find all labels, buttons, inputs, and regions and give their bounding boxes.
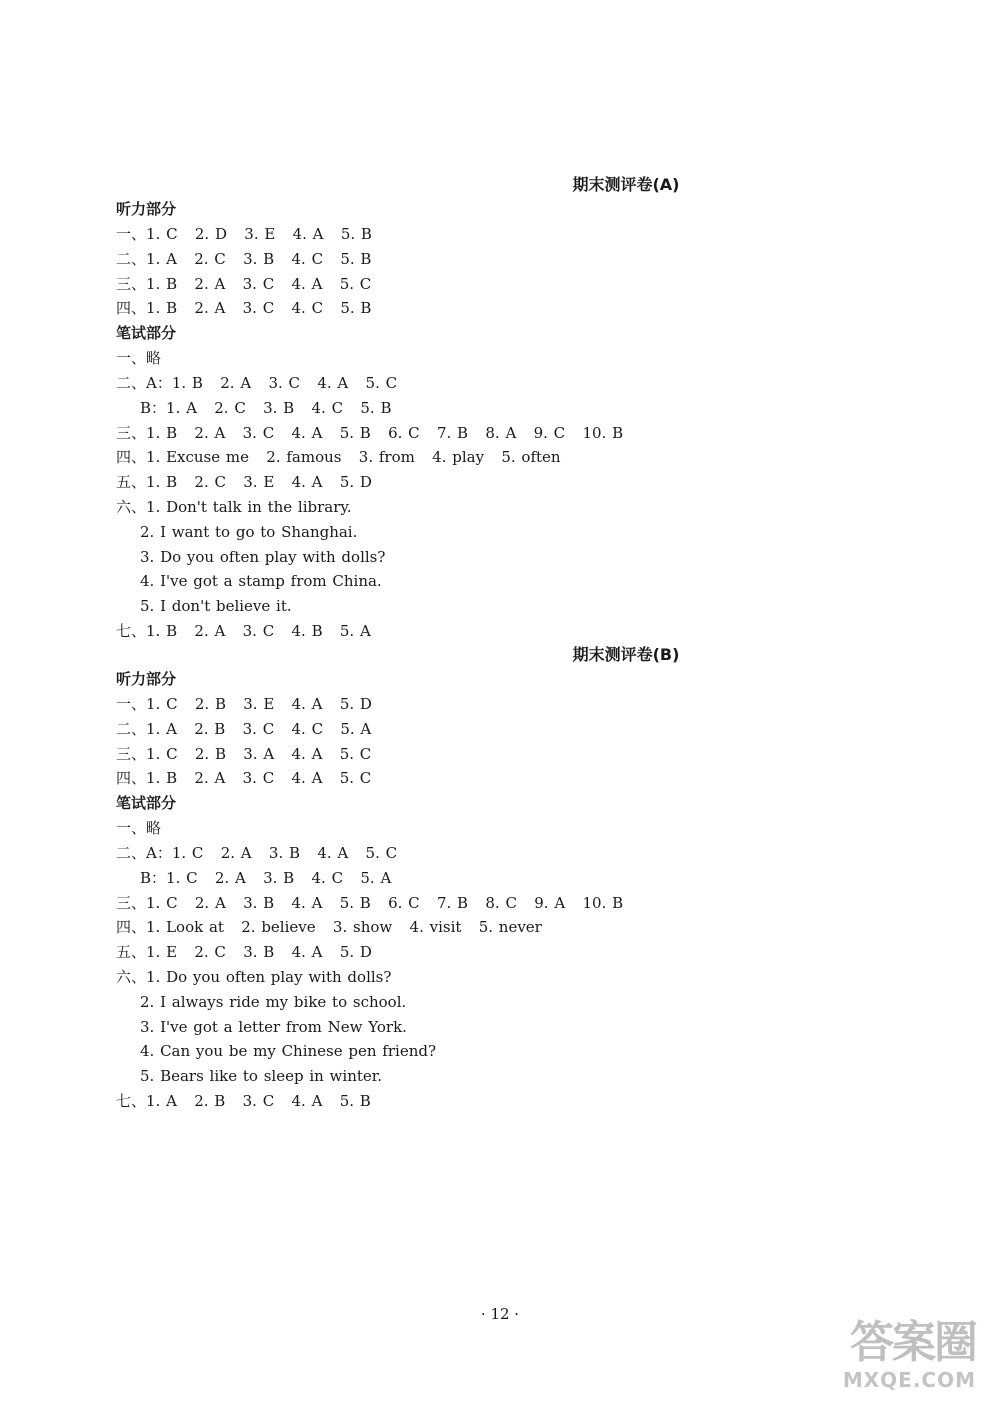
answer-line: 四、1. B 2. A 3. C 4. A 5. C (116, 769, 372, 788)
answer-line: 一、1. C 2. B 3. E 4. A 5. D (116, 695, 372, 713)
answer-line: 一、1. C 2. D 3. E 4. A 5. B (116, 225, 372, 243)
answer-line: 3. Do you often play with dolls? (140, 547, 386, 566)
writing-answers (116, 816, 896, 1114)
answer-line: 五、1. B 2. C 3. E 4. A 5. D (116, 473, 372, 492)
answer-line: 七、1. B 2. A 3. C 4. B 5. A (116, 621, 371, 640)
answer-line: 2. I always ride my bike to school. (140, 992, 407, 1011)
watermark-text: 答案圈 (850, 1317, 976, 1368)
answer-line: 三、1. C 2. A 3. B 4. A 5. B 6. C 7. B 8. C 9. A 10. B (116, 893, 624, 912)
section-b (116, 642, 896, 1114)
answer-line: 一、略 (116, 349, 162, 368)
answer-line: 六、1. Don't talk in the library. (116, 497, 352, 516)
listening-answers (116, 692, 896, 791)
answer-line: 六、1. Do you often play with dolls? (116, 967, 392, 986)
answer-line: 四、1. Look at 2. believe 3. show 4. visit 5. never (116, 918, 542, 937)
answer-line: 2. I want to go to Shanghai. (140, 522, 358, 541)
section-a-title: 期末测评卷(A) (572, 175, 680, 194)
writing-answers (116, 346, 896, 644)
answer-line: 七、1. A 2. B 3. C 4. A 5. B (116, 1091, 371, 1110)
section-a (116, 172, 896, 644)
answer-line: 四、1. B 2. A 3. C 4. C 5. B (116, 299, 372, 318)
answer-line: 三、1. C 2. B 3. A 4. A 5. C (116, 744, 372, 763)
answer-line: 5. I don't believe it. (140, 597, 292, 616)
answer-line: 3. I've got a letter from New York. (140, 1017, 407, 1036)
answer-line: 二、1. A 2. B 3. C 4. C 5. A (116, 719, 372, 738)
watermark-logo (776, 1318, 976, 1408)
listening-heading: 听力部分 (116, 200, 177, 218)
answer-line: 二、A：1. C 2. A 3. B 4. A 5. C (116, 843, 398, 862)
answer-line: 五、1. E 2. C 3. B 4. A 5. D (116, 943, 372, 962)
section-b-title: 期末测评卷(B) (572, 645, 680, 664)
answer-line: 二、A：1. B 2. A 3. C 4. A 5. C (116, 373, 398, 392)
answer-line: 一、略 (116, 819, 162, 838)
answer-line: 三、1. B 2. A 3. C 4. A 5. B 6. C 7. B 8. A 9. C 10. B (116, 423, 624, 442)
answer-line: 二、1. A 2. C 3. B 4. C 5. B (116, 249, 372, 268)
answer-line: B：1. A 2. C 3. B 4. C 5. B (140, 398, 392, 417)
writing-heading: 笔试部分 (116, 324, 177, 343)
answer-line: 三、1. B 2. A 3. C 4. A 5. C (116, 274, 372, 293)
listening-heading: 听力部分 (116, 670, 177, 688)
answer-line: 4. Can you be my Chinese pen friend? (140, 1042, 436, 1061)
page-number: · 12 · (480, 1305, 520, 1323)
answer-line: B：1. C 2. A 3. B 4. C 5. A (140, 868, 392, 887)
watermark-url: MXQE.COM (842, 1368, 976, 1392)
writing-heading: 笔试部分 (116, 794, 177, 813)
answer-line: 4. I've got a stamp from China. (140, 572, 382, 591)
listening-answers (116, 222, 896, 321)
answer-line: 5. Bears like to sleep in winter. (140, 1067, 383, 1086)
answer-line: 四、1. Excuse me 2. famous 3. from 4. play 5. often (116, 448, 561, 467)
